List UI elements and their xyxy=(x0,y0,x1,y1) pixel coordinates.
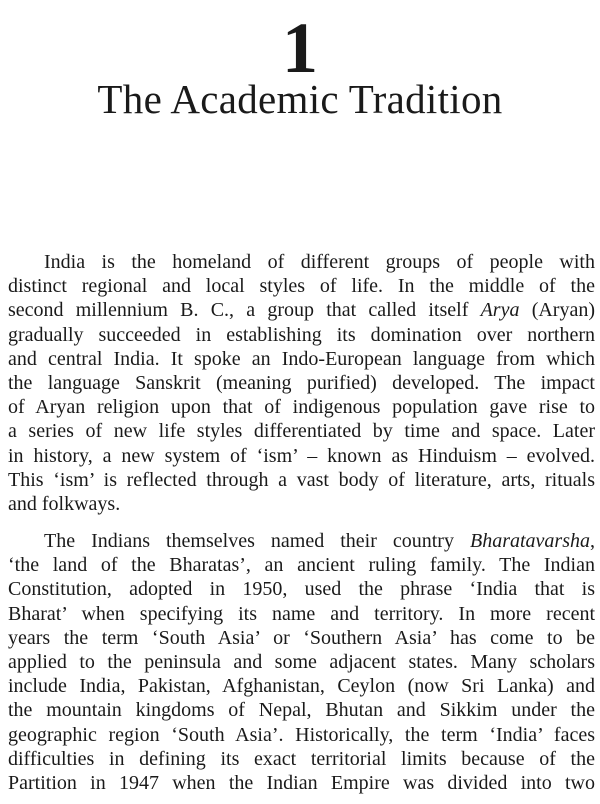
text-segment: years the term ‘South Asia’ or ‘Southern Asia’ has come to be xyxy=(8,626,595,649)
text-line xyxy=(8,371,595,395)
text-segment: The Indians themselves named their country xyxy=(44,530,470,552)
text-line xyxy=(8,529,595,553)
text-line xyxy=(8,347,595,371)
text-line xyxy=(8,419,595,443)
text-segment: and folkways. xyxy=(8,492,121,515)
text-line xyxy=(8,444,595,468)
text-line xyxy=(8,602,595,626)
text-line xyxy=(8,250,595,274)
paragraph-1 xyxy=(8,250,595,516)
text-line xyxy=(8,674,595,698)
text-line xyxy=(8,771,595,795)
italic-term: Bharatavarsha xyxy=(470,530,590,552)
text-segment: include India, Pakistan, Afghanistan, Ceylon (now Sri Lanka) and xyxy=(8,675,595,698)
text-line xyxy=(8,298,595,322)
text-line xyxy=(8,468,595,492)
text-segment: distinct regional and local styles of life. In the middle of the xyxy=(8,275,595,298)
text-segment: the mountain kingdoms of Nepal, Bhutan and Sikkim under the xyxy=(8,699,595,722)
text-segment: applied to the peninsula and some adjacent states. Many scholars xyxy=(8,650,595,673)
text-line xyxy=(8,323,595,347)
text-line xyxy=(8,650,595,674)
text-segment: Bharat’ when specifying its name and territory. In more recent xyxy=(8,602,595,625)
chapter-title: The Academic Tradition xyxy=(97,76,503,122)
text-segment: second millennium B. C., a group that called itself xyxy=(8,299,481,322)
text-line xyxy=(8,626,595,650)
text-segment: India is the homeland of different groups of people with xyxy=(44,251,595,273)
text-segment: Partition in 1947 when the Indian Empire was divided into two xyxy=(8,771,595,794)
italic-term: Arya xyxy=(480,299,520,322)
text-segment: a series of new life styles differentiated by time and space. Later xyxy=(8,420,595,443)
text-segment: (Aryan) xyxy=(519,299,595,322)
text-line xyxy=(8,274,595,298)
text-line xyxy=(8,577,595,601)
text-segment: of Aryan religion upon that of indigenous population gave rise to xyxy=(8,396,595,419)
text-segment: gradually succeeded in establishing its domination over northern xyxy=(8,323,595,346)
text-line xyxy=(8,723,595,747)
text-line xyxy=(8,553,595,577)
text-line xyxy=(8,395,595,419)
text-segment: the language Sanskrit (meaning purified) developed. The impact xyxy=(8,371,595,394)
text-segment: difficulties in defining its exact territorial limits because of the xyxy=(8,747,595,770)
text-segment: Constitution, adopted in 1950, used the phrase ‘India that is xyxy=(8,578,595,601)
chapter-number: 1 xyxy=(282,8,318,88)
text-line xyxy=(8,698,595,722)
text-line xyxy=(8,492,595,516)
text-segment: , xyxy=(590,530,595,552)
text-line xyxy=(8,747,595,771)
text-segment: and central India. It spoke an Indo-European language from which xyxy=(8,347,595,370)
text-segment: in history, a new system of ‘ism’ – known as Hinduism – evolved. xyxy=(8,444,595,467)
text-segment: This ‘ism’ is reflected through a vast body of literature, arts, rituals xyxy=(8,468,595,491)
paragraph-2 xyxy=(8,529,595,795)
text-segment: geographic region ‘South Asia’. Historically, the term ‘India’ faces xyxy=(8,723,595,746)
text-segment: ‘the land of the Bharatas’, an ancient ruling family. The Indian xyxy=(8,554,595,577)
